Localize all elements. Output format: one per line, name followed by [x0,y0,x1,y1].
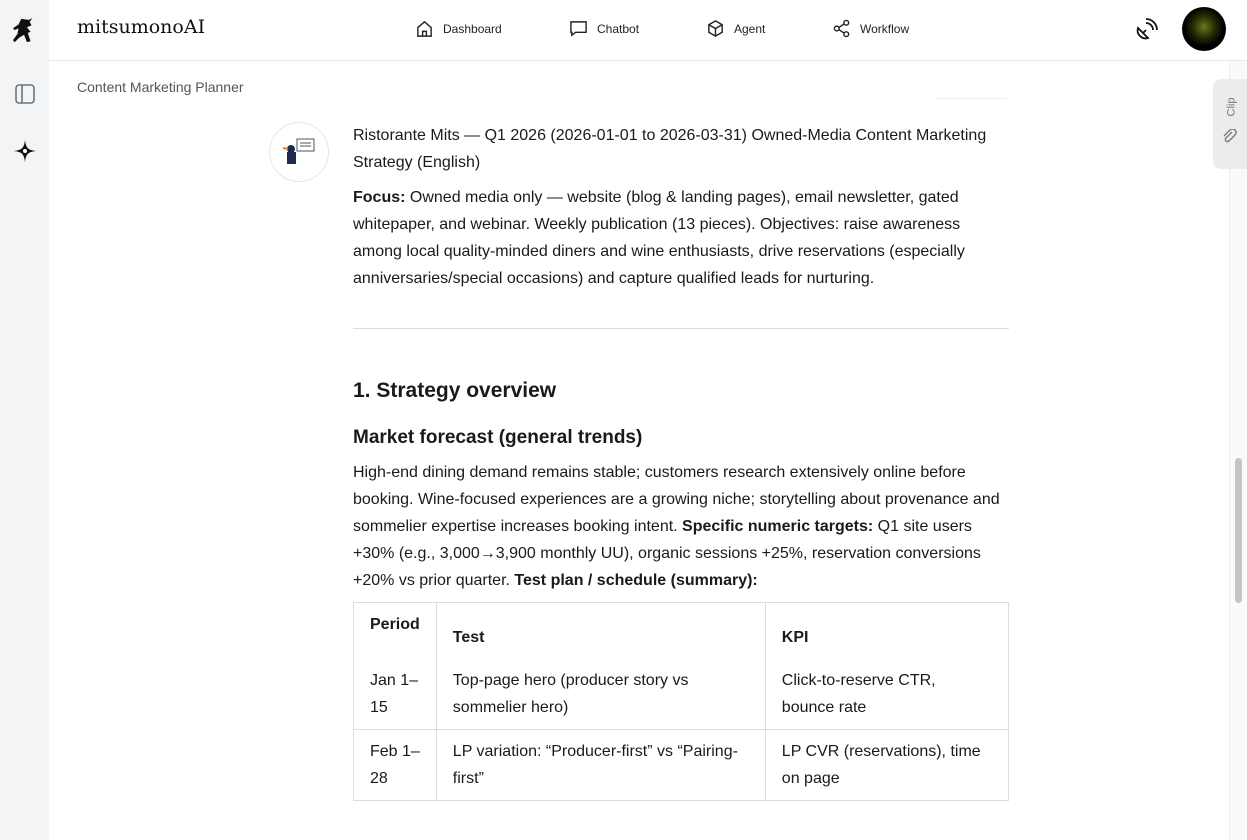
table-cell: LP variation: “Producer-first” vs “Pairing-first” [436,730,765,801]
sidebar-toggle-icon[interactable] [12,81,38,107]
clip-label: Clip [1225,97,1238,117]
header-cell: KPI [765,603,1008,660]
table-row [354,730,1009,801]
table-cell: Click-to-reserve CTR, bounce rate [765,659,1008,730]
user-avatar[interactable] [1182,7,1226,51]
scrollbar[interactable] [1229,61,1247,840]
message-title: Ristorante Mits — Q1 2026 (2026-01-01 to 2026-03-31) Owned-Media Content Marketing Strategy (English) [353,127,987,171]
breadcrumb: Content Marketing Planner [77,79,244,95]
brand-name[interactable]: mitsumonoAI [77,16,206,38]
nav-label: Agent [734,21,766,36]
ninja-presenter-icon [279,137,319,167]
forecast-paragraph [353,459,1009,594]
table-cell: Feb 1–28 [354,730,437,801]
sparkle-icon[interactable] [12,138,38,164]
scrollbar-thumb[interactable] [1235,458,1242,603]
table-cell: Jan 1–15 [354,659,437,730]
table-row [354,659,1009,730]
top-header [49,0,1247,61]
targets-label: Specific numeric targets: [682,518,874,535]
targets-text: Q1 site users +30% (e.g., 3,000→3,900 monthly UU), organic sessions +25%, reservation conversions +20% vs prior quarter. [353,518,981,589]
nav-label: Chatbot [597,21,640,36]
header-cell: Period [354,603,437,660]
table-cell: Top-page hero (producer story vs sommelier hero) [436,659,765,730]
share-nodes-icon [832,19,851,38]
satellite-dish-icon[interactable] [1134,18,1158,47]
table-header-row [354,603,1009,660]
divider [353,328,1009,329]
focus-paragraph [353,184,1009,292]
table-cell: LP CVR (reservations), time on page [765,730,1008,801]
nav-label: Workflow [860,21,910,36]
divider [935,98,1007,99]
cube-icon [706,19,725,38]
message-content [353,122,1009,801]
chat-icon [569,19,588,38]
ninja-logo-icon[interactable] [12,18,38,44]
test-plan-table [353,602,1009,801]
focus-text: Owned media only — website (blog & landing pages), email newsletter, gated whitepaper, and webinar. Weekly publication (13 pieces). Objectives: raise awareness among local quality-minded diners and wine enthusiasts, drive reservations (especially anniversaries/special occasions) and capture qualified leads for nurturing. [353,189,965,287]
nav-chatbot[interactable] [569,19,639,38]
nav-label: Dashboard [443,21,502,36]
home-icon [415,19,434,38]
sidebar [0,0,49,840]
nav-workflow[interactable] [832,19,909,38]
nav-agent[interactable] [706,19,765,38]
nav-dashboard[interactable] [415,19,502,38]
section-heading: 1. Strategy overview [353,379,557,402]
clip-tab[interactable] [1213,79,1247,169]
focus-label: Focus: [353,189,406,206]
subsection-heading: Market forecast (general trends) [353,427,643,448]
header-cell: Test [436,603,765,660]
bot-avatar [269,122,329,182]
plan-label: Test plan / schedule (summary): [514,572,758,589]
forecast-text: High-end dining demand remains stable; customers research extensively online before booking. Wine-focused experiences are a growing niche; storytelling about provenance and sommelier expertise increases booking intent. [353,464,1000,535]
paperclip-icon [1222,129,1238,145]
